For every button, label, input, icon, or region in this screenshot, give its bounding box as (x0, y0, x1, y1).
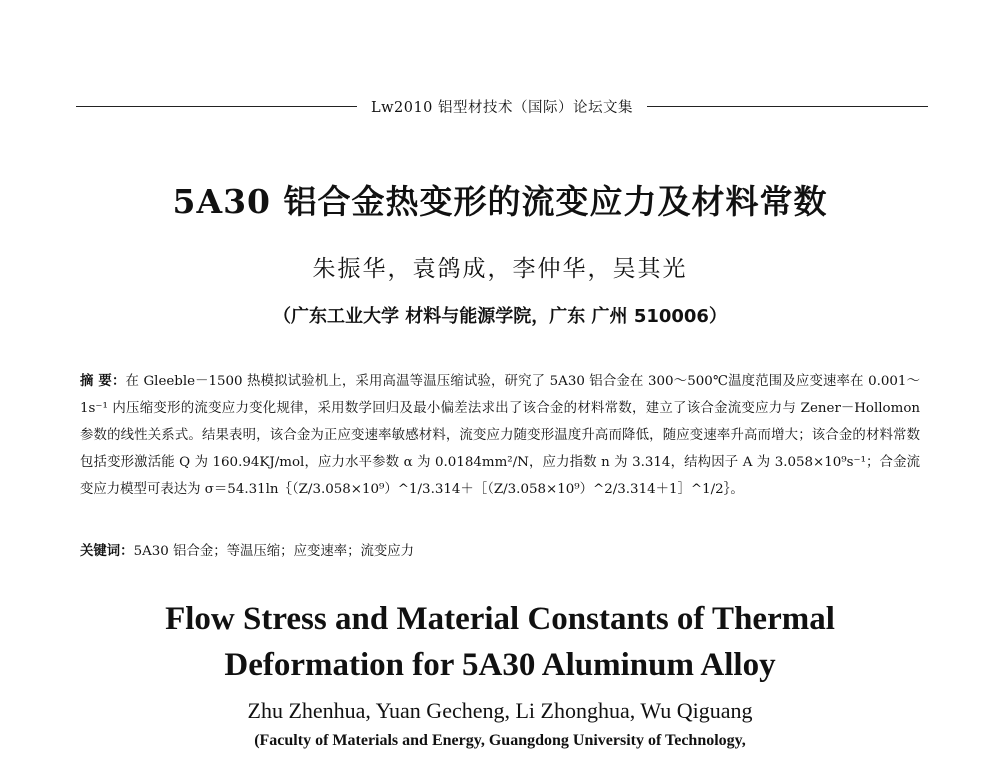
keywords-label: 关键词： (80, 543, 134, 559)
english-title (0, 596, 1000, 688)
keywords-text: 5A30 铝合金；等温压缩；应变速率；流变应力 (133, 544, 415, 559)
chinese-title: 5A30 铝合金热变形的流变应力及材料常数 (172, 182, 828, 221)
header-text: Lw2010 铝型材技术（国际）论坛文集 (370, 99, 634, 116)
chinese-keywords (80, 540, 920, 563)
english-authors: Zhu Zhenhua, Yuan Gecheng, Li Zhonghua, Wu Qiguang (247, 698, 753, 723)
chinese-abstract (80, 368, 920, 503)
running-header (76, 94, 928, 118)
chinese-affiliation: （广东工业大学 材料与能源学院，广东 广州 510006） (273, 306, 727, 327)
header-rule-left (76, 106, 357, 107)
abstract-label: 摘 要： (80, 373, 126, 389)
english-title-line-2: Deformation for 5A30 Aluminum Alloy (224, 647, 776, 683)
header-rule-right (647, 106, 928, 107)
abstract-text: 在 Gleeble－1500 热模拟试验机上，采用高温等温压缩试验，研究了 5A30 铝合金在 300～500℃温度范围及应变速率在 0.001～1s⁻¹ 内压缩变形的流变应力变化规律，采用数学回归及最小偏差法求出了该合金的材料常数，建立了该合金流变应力与 Zener－Hollomon 参数的线性关系式。结果表明，该合金为正应变速率敏感材料，流变应力随变形温度升高而降低，随应变速率升高而增大；该合金的材料常数包括变形激活能 Q 为 160.94KJ/mol，应力水平参数 α 为 0.0184mm²/N，应力指数 n 为 3.314，结构因子 A 为 3.058×10⁹s⁻¹；合金流变应力模型可表达为 σ＝54.31ln｛（Z/3.058×10⁹）^1/3.314＋［（Z/3.058×10⁹）^2/3.314＋1］^1/2｝。 (80, 374, 920, 497)
chinese-authors: 朱振华，袁鸽成，李仲华，吴其光 (312, 256, 688, 282)
english-affiliation: (Faculty of Materials and Energy, Guangdong University of Technology, (254, 732, 746, 749)
english-title-line-1: Flow Stress and Material Constants of Thermal (165, 601, 835, 637)
